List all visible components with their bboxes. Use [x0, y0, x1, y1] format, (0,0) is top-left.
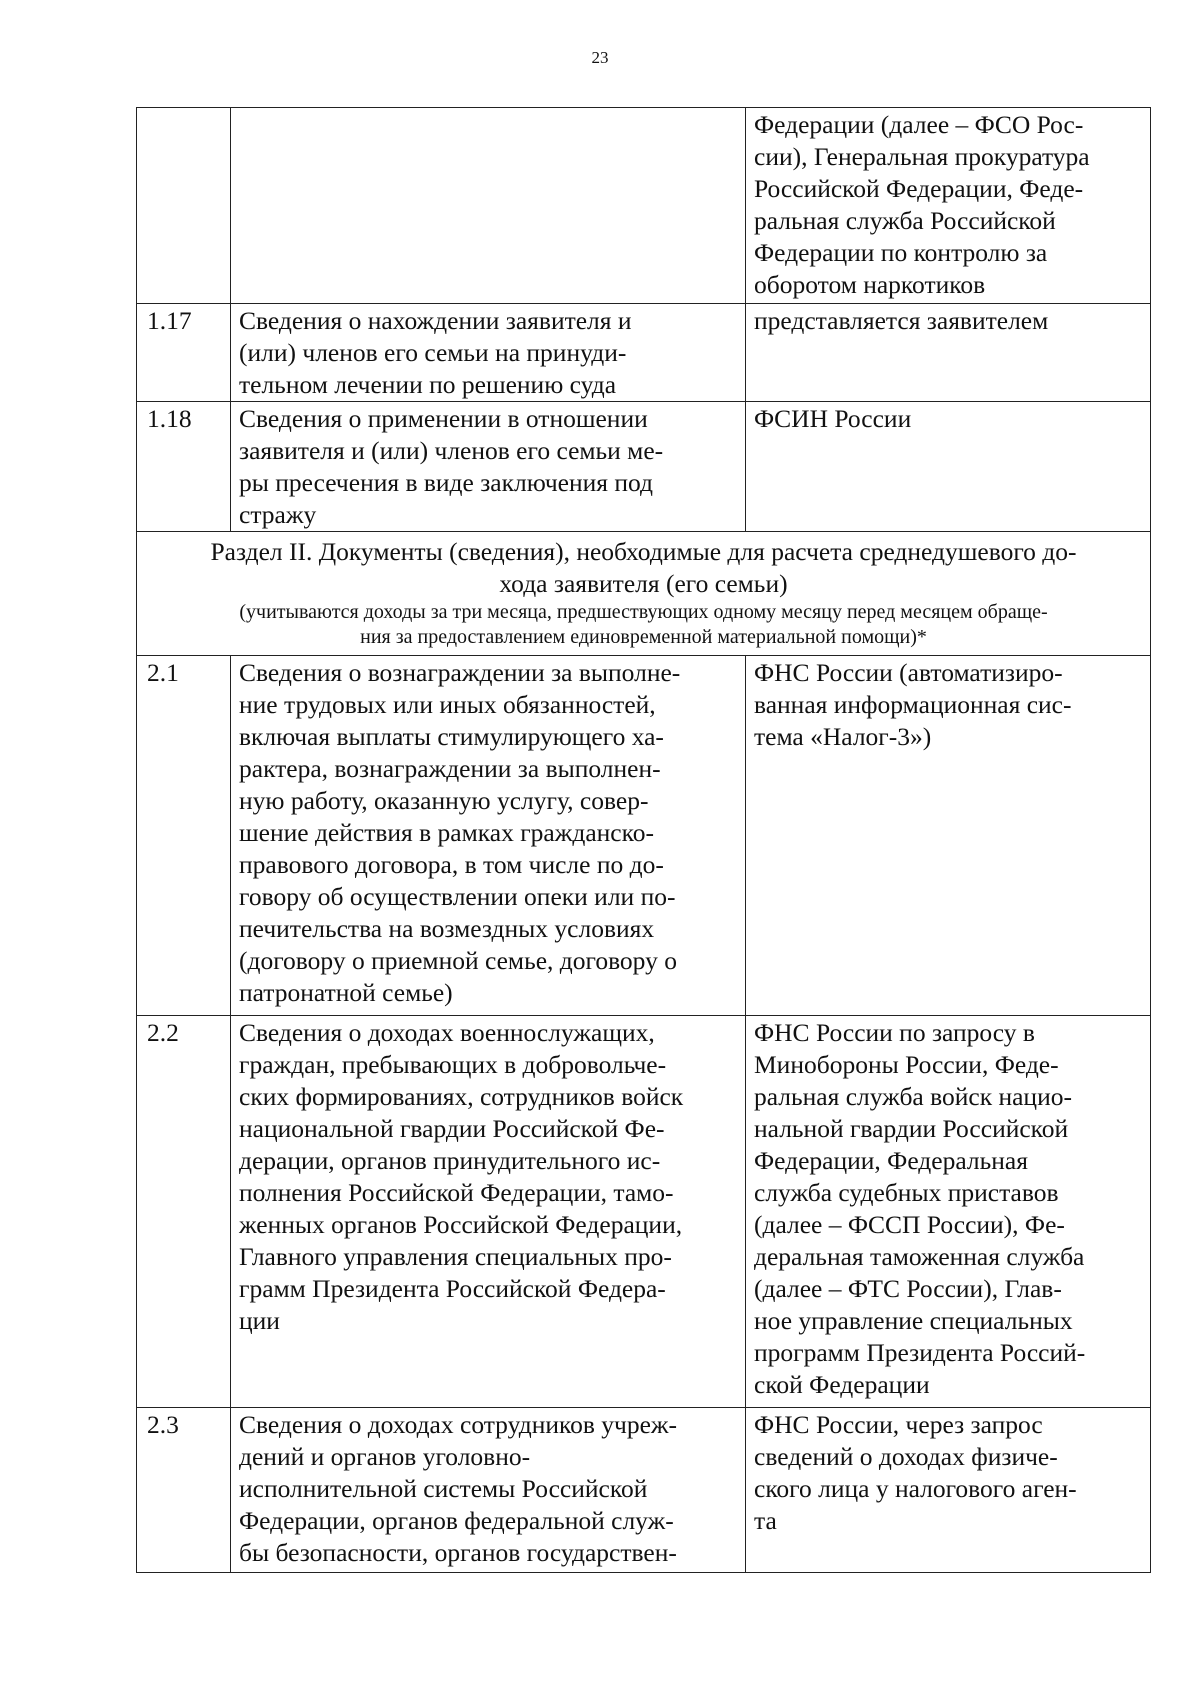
table-row [137, 1408, 1151, 1573]
row-source: ФНС России, через запрос сведений о доходах физиче- ского лица у налогового аген- та [746, 1408, 1151, 1573]
row-number: 2.1 [137, 656, 231, 1016]
documents-table [136, 107, 1151, 1573]
page-number: 23 [591, 48, 609, 67]
table-row [137, 304, 1151, 402]
row-description: Сведения о вознаграждении за выполне- ние трудовых или иных обязанностей, включая выплаты стимулирующего ха- рактера, вознаграждении за выполнен- ную работу, оказанную услугу, совер- шение действия в рамках гражданско- правового договора, в том числе по до- говору об осуществлении опеки или по- печительства на возмездных условиях (договору о приемной семье, договору о патронатной семье) [231, 656, 746, 1016]
row-description: Сведения о доходах сотрудников учреж- дений и органов уголовно- исполнительной системы Российской Федерации, органов федеральной служ- бы безопасности, органов государствен- [231, 1408, 746, 1573]
row-source: ФНС России (автоматизиро- ванная информационная сис- тема «Налог-3») [746, 656, 1151, 1016]
row-description: Сведения о применении в отношении заявителя и (или) членов его семьи ме- ры пресечения в виде заключения под стражу [231, 402, 746, 532]
row-source: Федерации (далее – ФСО Рос- сии), Генеральная прокуратура Российской Федерации, Феде- ральная служба Российской Федерации по контролю за оборотом наркотиков [746, 108, 1151, 304]
row-number: 2.3 [137, 1408, 231, 1573]
table-row [137, 402, 1151, 532]
table-row [137, 656, 1151, 1016]
row-number: 2.2 [137, 1016, 231, 1408]
section-note: (учитываются доходы за три месяца, предшествующих одному месяцу перед месяцем обраще- ния за предоставлением единовременной материальной помощи)* [239, 601, 1048, 648]
row-description: Сведения о нахождении заявителя и (или) членов его семьи на принуди- тельном лечении по решению суда [231, 304, 746, 402]
row-source: ФСИН России [746, 402, 1151, 532]
row-number [137, 108, 231, 304]
row-description [231, 108, 746, 304]
row-description: Сведения о доходах военнослужащих, граждан, пребывающих в добровольче- ских формированиях, сотрудников войск национальной гвардии Российской Фе- дерации, органов принудительного ис- полнения Российской Федерации, тамо- женных органов Российской Федерации, Главного управления специальных про- грамм Президента Российской Федера- ции [231, 1016, 746, 1408]
row-source: представляется заявителем [746, 304, 1151, 402]
table-row [137, 108, 1151, 304]
table-row [137, 1016, 1151, 1408]
section-header [137, 532, 1151, 656]
row-number: 1.18 [137, 402, 231, 532]
section-title: Раздел II. Документы (сведения), необходимые для расчета среднедушевого до- хода заявителя (его семьи) [210, 537, 1077, 598]
section-header-row [137, 532, 1151, 656]
row-number: 1.17 [137, 304, 231, 402]
row-source: ФНС России по запросу в Минобороны России, Феде- ральная служба войск нацио- нальной гвардии Российской Федерации, Федеральная служба судебных приставов (далее – ФССП России), Фе- деральная таможенная служба (далее – ФТС России), Глав- ное управление специальных программ Президента Россий- ской Федерации [746, 1016, 1151, 1408]
